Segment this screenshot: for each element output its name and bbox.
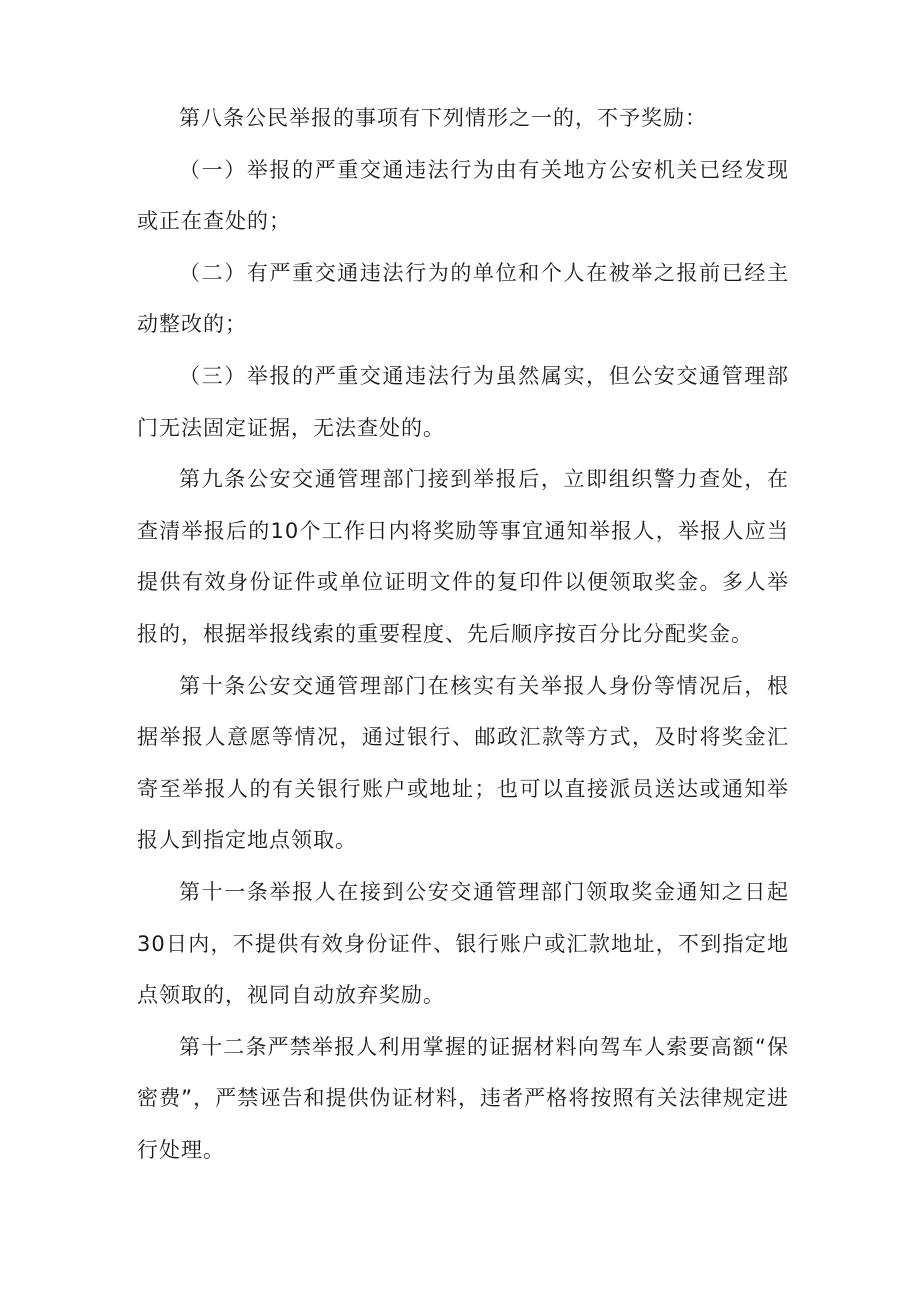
article-12: 第十二条严禁举报人利用掌握的证据材料向驾车人索要高额“保密费”，严禁诬告和提供伪证材料，违者严格将按照有关法律规定进行处理。 [137, 1034, 789, 1162]
article-10: 第十条公安交通管理部门在核实有关举报人身份等情况后，根据举报人意愿等情况，通过银行、邮政汇款等方式，及时将奖金汇寄至举报人的有关银行账户或地址；也可以直接派员送达或通知举报人到指定地点领取。 [137, 673, 789, 853]
article-11: 第十一条举报人在接到公安交通管理部门领取奖金通知之日起30日内，不提供有效身份证件、银行账户或汇款地址，不到指定地点领取的，视同自动放弃奖励。 [137, 879, 789, 1008]
article-8-item-3: （三）举报的严重交通违法行为虽然属实，但公安交通管理部门无法固定证据，无法查处的。 [137, 363, 789, 440]
article-8-heading: 第八条公民举报的事项有下列情形之一的，不予奖励： [179, 106, 707, 130]
article-8-item-2: （二）有严重交通违法行为的单位和个人在被举之报前已经主动整改的； [137, 260, 789, 337]
article-9: 第九条公安交通管理部门接到举报后，立即组织警力查处，在查清举报后的10个工作日内将奖励等事宜通知举报人，举报人应当提供有效身份证件或单位证明文件的复印件以便领取奖金。多人举报的，根据举报线索的重要程度、先后顺序按百分比分配奖金。 [137, 467, 789, 646]
document-body [137, 93, 789, 1176]
article-8-item-1: （一）举报的严重交通违法行为由有关地方公安机关已经发现或正在查处的； [137, 157, 789, 234]
